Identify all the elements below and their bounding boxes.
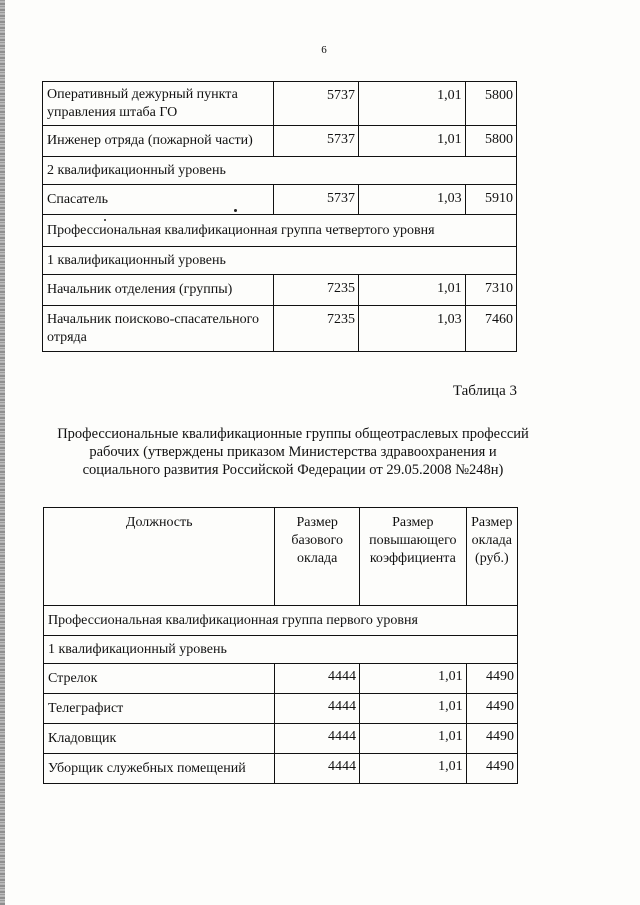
position-cell: Оперативный дежурный пункта управления штаба ГО	[43, 82, 274, 126]
coefficient-cell: 1,01	[359, 694, 466, 724]
coefficient-cell: 1,01	[358, 275, 465, 306]
group-row	[43, 215, 517, 247]
coefficient-cell: 1,03	[358, 306, 465, 352]
position-cell: Стрелок	[44, 664, 275, 694]
header-position: Должность	[44, 508, 275, 606]
base-salary-cell: 4444	[275, 724, 360, 754]
table-row	[43, 185, 517, 215]
position-cell: Инженер отряда (пожарной части)	[43, 126, 274, 157]
coefficient-cell: 1,01	[359, 754, 466, 784]
table-row	[43, 306, 517, 352]
group-label: 1 квалификационный уровень	[44, 636, 518, 664]
coefficient-cell: 1,03	[358, 185, 465, 215]
table-row	[44, 664, 518, 694]
position-cell: Кладовщик	[44, 724, 275, 754]
base-salary-cell: 4444	[275, 664, 360, 694]
group-label: 1 квалификационный уровень	[43, 247, 517, 275]
salary-cell: 5910	[465, 185, 516, 215]
coefficient-cell: 1,01	[358, 82, 465, 126]
scan-speck	[234, 209, 237, 212]
position-cell: Спасатель	[43, 185, 274, 215]
base-salary-cell: 5737	[274, 82, 359, 126]
salary-cell: 7310	[465, 275, 516, 306]
position-cell: Уборщик служебных помещений	[44, 754, 275, 784]
base-salary-cell: 4444	[275, 754, 360, 784]
base-salary-cell: 7235	[274, 306, 359, 352]
header-coefficient: Размер повышающего коэффициента	[359, 508, 466, 606]
salary-cell: 5800	[465, 126, 516, 157]
base-salary-cell: 5737	[274, 126, 359, 157]
table-row	[44, 694, 518, 724]
salary-cell: 4490	[466, 724, 517, 754]
salary-table-continued	[42, 81, 517, 352]
base-salary-cell: 7235	[274, 275, 359, 306]
group-row	[43, 157, 517, 185]
header-salary: Размер оклада (руб.)	[466, 508, 517, 606]
header-base-salary: Размер базового оклада	[275, 508, 360, 606]
coefficient-cell: 1,01	[358, 126, 465, 157]
table-label: Таблица 3	[452, 383, 517, 399]
salary-cell: 5800	[465, 82, 516, 126]
group-row	[44, 636, 518, 664]
table-row	[43, 82, 517, 126]
base-salary-cell: 5737	[274, 185, 359, 215]
table-row	[43, 275, 517, 306]
position-cell: Телеграфист	[44, 694, 275, 724]
group-row	[43, 247, 517, 275]
group-label: 2 квалификационный уровень	[43, 157, 517, 185]
table-header-row	[44, 508, 518, 606]
base-salary-cell: 4444	[275, 694, 360, 724]
salary-cell: 4490	[466, 664, 517, 694]
scan-edge-artifact	[0, 0, 5, 905]
table-row	[44, 724, 518, 754]
table-row	[43, 126, 517, 157]
salary-cell: 4490	[466, 754, 517, 784]
position-cell: Начальник поисково-спасательного отряда	[43, 306, 274, 352]
scan-speck	[104, 219, 106, 221]
coefficient-cell: 1,01	[359, 724, 466, 754]
table-row	[44, 754, 518, 784]
page-number: 6	[321, 44, 327, 56]
salary-cell: 7460	[465, 306, 516, 352]
salary-table-3	[43, 507, 518, 784]
coefficient-cell: 1,01	[359, 664, 466, 694]
position-cell: Начальник отделения (группы)	[43, 275, 274, 306]
group-row	[44, 606, 518, 636]
group-label: Профессиональная квалификационная группа четвертого уровня	[43, 215, 517, 247]
salary-cell: 4490	[466, 694, 517, 724]
table-caption: Профессиональные квалификационные группы общеотраслевых профессий рабочих (утверждены приказом Министерства здравоохранения и социального развития Российской Федерации от 29.05.2008 №248н)	[57, 426, 529, 478]
group-label: Профессиональная квалификационная группа первого уровня	[44, 606, 518, 636]
